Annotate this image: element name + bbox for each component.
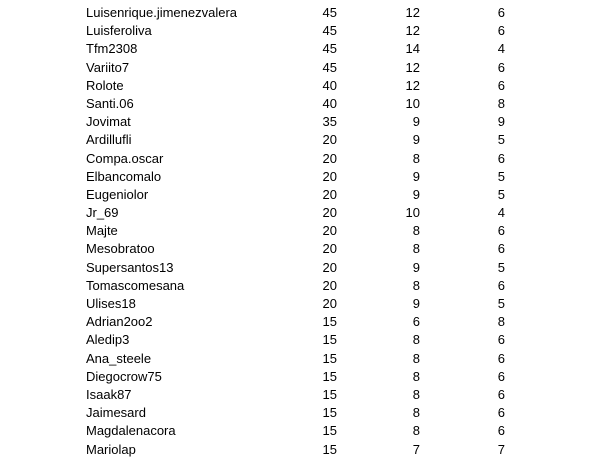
col3-value: 9 — [497, 114, 505, 130]
points-value: 20 — [322, 168, 337, 184]
col2-value: 9 — [412, 259, 420, 275]
table-row — [0, 131, 590, 149]
points-value: 15 — [322, 423, 337, 439]
table-row — [0, 277, 590, 295]
col2-value: 7 — [412, 441, 420, 457]
points-value: 15 — [322, 350, 337, 366]
points-value: 40 — [322, 77, 337, 93]
col3-value: 6 — [497, 368, 505, 384]
col2-value: 8 — [412, 386, 420, 402]
table-row — [0, 331, 590, 349]
col3-value: 6 — [497, 241, 505, 257]
player-name: Ulises18 — [86, 296, 136, 311]
table-row — [0, 113, 590, 131]
col3-value: 6 — [497, 386, 505, 402]
player-name: Rolote — [86, 77, 124, 93]
col3-value: 6 — [497, 150, 505, 166]
player-name: Jovimat — [86, 114, 131, 130]
col2-value: 8 — [412, 223, 420, 239]
player-name: Elbancomalo — [86, 168, 162, 184]
table-row — [0, 186, 590, 204]
table-row — [0, 240, 590, 258]
table-row — [0, 259, 590, 277]
points-value: 20 — [322, 205, 337, 221]
col3-value: 6 — [497, 332, 505, 348]
points-value: 15 — [322, 314, 337, 330]
player-name: Diegocrow75 — [86, 368, 162, 384]
table-row — [0, 422, 590, 440]
player-name: Eugeniolor — [86, 186, 149, 202]
table-row — [0, 313, 590, 331]
points-value: 40 — [322, 95, 337, 111]
col3-value: 4 — [497, 205, 505, 221]
col2-value: 8 — [412, 423, 420, 439]
points-value: 20 — [322, 259, 337, 275]
col2-value: 9 — [412, 168, 420, 184]
player-name: Adrian2oo2 — [86, 314, 153, 330]
col3-value: 6 — [497, 77, 505, 93]
player-name: Tfm2308 — [86, 41, 138, 57]
table-row — [0, 40, 590, 58]
points-value: 20 — [322, 186, 337, 202]
col3-value: 6 — [497, 5, 505, 20]
col2-value: 8 — [412, 150, 420, 166]
col3-value: 6 — [497, 223, 505, 239]
col3-value: 5 — [497, 296, 505, 311]
player-name: Ana_steele — [86, 350, 152, 366]
player-name: Mariolap — [86, 441, 136, 457]
col2-value: 9 — [412, 296, 420, 311]
col3-value: 6 — [497, 23, 505, 39]
col2-value: 8 — [412, 332, 420, 348]
points-value: 15 — [322, 332, 337, 348]
points-value: 20 — [322, 150, 337, 166]
table-row — [0, 295, 590, 313]
col3-value: 8 — [497, 314, 505, 330]
points-value: 15 — [322, 441, 337, 457]
player-name: Santi.06 — [86, 95, 134, 111]
col3-value: 4 — [497, 41, 505, 57]
table-row — [0, 4, 590, 22]
col3-value: 5 — [497, 132, 505, 148]
player-name: Isaak87 — [86, 386, 132, 402]
player-name: Jaimesard — [86, 405, 146, 421]
player-name: Aledip3 — [86, 332, 130, 348]
ranking-table — [0, 4, 590, 459]
points-value: 45 — [322, 23, 337, 39]
points-value: 15 — [322, 368, 337, 384]
col2-value: 10 — [405, 205, 420, 221]
points-value: 20 — [322, 223, 337, 239]
col2-value: 12 — [405, 59, 420, 75]
player-name: Majte — [86, 223, 118, 239]
col2-value: 12 — [405, 77, 420, 93]
col3-value: 6 — [497, 423, 505, 439]
table-row — [0, 404, 590, 422]
table-row — [0, 22, 590, 40]
player-name: Mesobratoo — [86, 241, 155, 257]
col3-value: 8 — [497, 95, 505, 111]
table-row — [0, 222, 590, 240]
player-name: Tomascomesana — [86, 277, 185, 293]
player-name: Compa.oscar — [86, 150, 164, 166]
col3-value: 5 — [497, 259, 505, 275]
col3-value: 5 — [497, 168, 505, 184]
col2-value: 8 — [412, 277, 420, 293]
player-name: Ardillufli — [86, 132, 132, 148]
col2-value: 9 — [412, 186, 420, 202]
col3-value: 6 — [497, 350, 505, 366]
player-name: Supersantos13 — [86, 259, 174, 275]
points-value: 45 — [322, 5, 337, 20]
col3-value: 6 — [497, 59, 505, 75]
table-row — [0, 204, 590, 222]
table-row — [0, 441, 590, 459]
table-row — [0, 77, 590, 95]
player-name: Magdalenacora — [86, 423, 176, 439]
table-row — [0, 386, 590, 404]
table-row — [0, 168, 590, 186]
col2-value: 8 — [412, 405, 420, 421]
col2-value: 10 — [405, 95, 420, 111]
col2-value: 9 — [412, 114, 420, 130]
player-name: Luisenrique.jimenezvalera — [86, 5, 238, 20]
points-value: 20 — [322, 296, 337, 311]
col2-value: 6 — [412, 314, 420, 330]
points-value: 20 — [322, 132, 337, 148]
points-value: 35 — [322, 114, 337, 130]
col3-value: 6 — [497, 277, 505, 293]
col2-value: 9 — [412, 132, 420, 148]
points-value: 15 — [322, 386, 337, 402]
table-row — [0, 150, 590, 168]
col2-value: 8 — [412, 241, 420, 257]
player-name: Variito7 — [86, 59, 130, 75]
player-name: Luisferoliva — [86, 23, 152, 39]
table-row — [0, 95, 590, 113]
col3-value: 6 — [497, 405, 505, 421]
col2-value: 12 — [405, 5, 420, 20]
points-value: 15 — [322, 405, 337, 421]
col2-value: 14 — [405, 41, 420, 57]
col2-value: 8 — [412, 368, 420, 384]
table-row — [0, 350, 590, 368]
points-value: 20 — [322, 241, 337, 257]
player-name: Jr_69 — [86, 205, 119, 221]
table-row — [0, 368, 590, 386]
points-value: 45 — [322, 59, 337, 75]
points-value: 45 — [322, 41, 337, 57]
col2-value: 8 — [412, 350, 420, 366]
col2-value: 12 — [405, 23, 420, 39]
points-value: 20 — [322, 277, 337, 293]
col3-value: 5 — [497, 186, 505, 202]
col3-value: 7 — [497, 441, 505, 457]
table-row — [0, 59, 590, 77]
